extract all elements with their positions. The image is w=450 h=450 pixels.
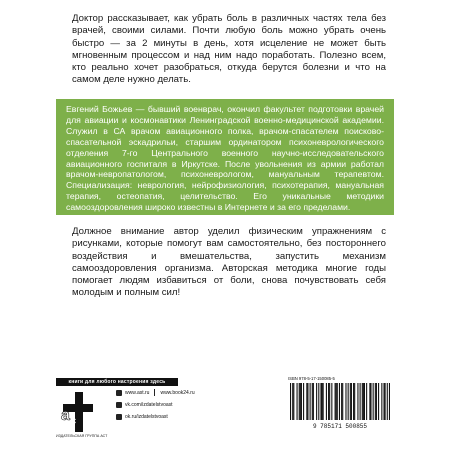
isbn-number: ISBN 978-5-17-150085-5 <box>288 376 335 381</box>
website-row <box>116 388 236 397</box>
website-link-ast[interactable]: www.ast.ru <box>125 389 150 396</box>
outro-paragraph: Должное внимание автор уделил физическим упражнениям с рисунками, которые помогут вам самостоятельно, без постороннего воздействия и вмешательства, запустить механизм самооздоровления организма. Авторская методика многие годы помогает людям избавиться от боли, снова почувствовать себя молодым и полным сил! <box>72 226 386 299</box>
isbn-block <box>288 376 394 430</box>
contact-list <box>116 388 236 424</box>
odnoklassniki-icon <box>116 414 122 420</box>
publisher-footer <box>56 378 394 440</box>
ok-row <box>116 412 236 421</box>
divider <box>154 389 155 396</box>
ok-link[interactable]: ok.ru/izdatelstvoast <box>125 413 168 420</box>
publisher-caption: ИЗДАТЕЛЬСКАЯ ГРУППА АСТ <box>56 434 108 438</box>
vk-icon <box>116 402 122 408</box>
svg-text:a: a <box>61 407 70 424</box>
svg-text:c: c <box>70 415 77 427</box>
globe-icon <box>116 390 122 396</box>
author-bio: Евгений Божьев — бывший военврач, окончил факультет подготовки врачей для авиации и космонавтики Ленинградской военно-медицинской академии. Служил в СА врачом авиационного полка, врачом-спасателем поисково-спасательной эскадрильи, старшим ординатором психоневрологического отделения 7-го Центрального военного научно-исследовательского авиационного госпиталя в Иркутске. После увольнения из армии работал врачом-невропатологом, психоневрологом, мануальным терапевтом. Специализация: неврология, нейрофизиология, психотерапия, мануальная терапия, остеопатия, целительство. Его уникальные методики самооздоровления широко известны в Интернете и за его пределами. <box>66 104 384 213</box>
website-link-book24[interactable]: www.book24.ru <box>160 389 195 396</box>
vk-link[interactable]: vk.com/izdatelstvoast <box>125 401 173 408</box>
vk-row <box>116 400 236 409</box>
publisher-logo <box>58 390 98 436</box>
slogan-banner: книги для любого настроения здесь <box>56 378 178 386</box>
barcode <box>288 382 392 430</box>
intro-paragraph: Доктор рассказывает, как убрать боль в различных частях тела без врачей, своими силами. Почти любую боль можно убрать очень быстро — за 2 минуты в день, хотя исцеление не может быть мгновенным процессом и над ним надо поработать. Полезно всем, кто реально хочет разобраться, откуда берутся болезни и что на самом деле нужно делать. <box>72 13 386 86</box>
barcode-digits: 9 785171 500855 <box>312 423 368 430</box>
